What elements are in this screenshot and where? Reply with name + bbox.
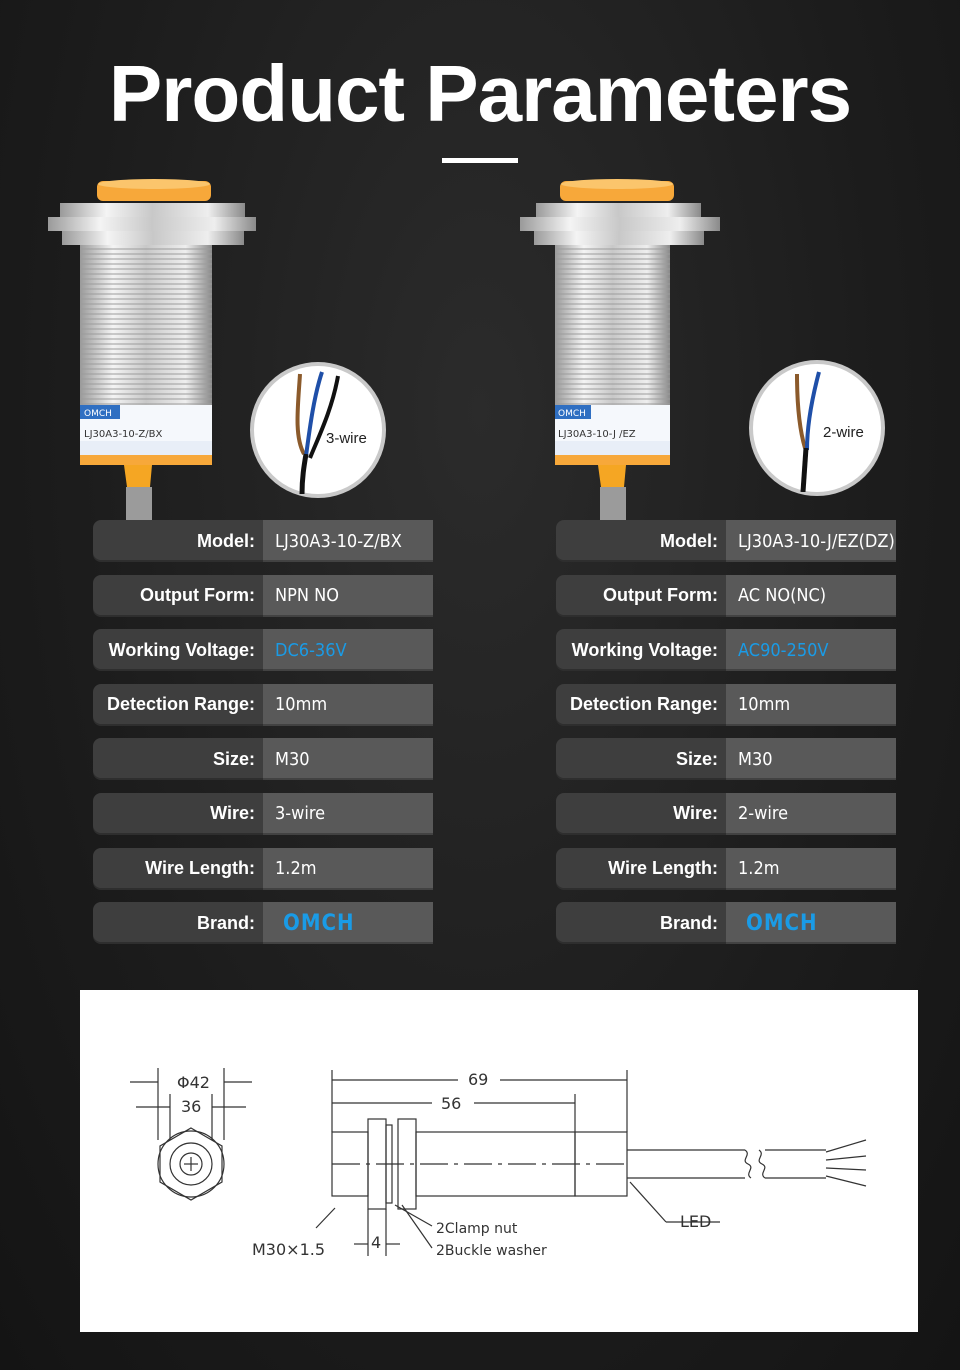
spec-key: Detection Range: [556,684,726,726]
spec-key: Wire: [93,793,263,835]
spec-row-size [556,738,896,780]
brand-logo: OMCH [263,902,433,944]
spec-row-working-voltage [556,629,896,671]
dim-inner-diameter: 36 [181,1097,202,1116]
spec-value: LJ30A3-10-J/EZ(DZ) [726,520,896,562]
dim-total-length: 69 [468,1070,489,1089]
spec-row-detection-range [556,684,896,726]
dim-thread-length: 56 [441,1094,462,1113]
spec-key: Wire Length: [556,848,726,890]
title-underline [442,158,518,163]
spec-value: DC6-36V [263,629,433,671]
spec-row-output-form [556,575,896,617]
part-clamp-nut: 2Clamp nut [436,1221,518,1237]
spec-key: Detection Range: [93,684,263,726]
spec-row-wire-length [556,848,896,890]
spec-row-wire-length [93,848,433,890]
spec-row-working-voltage [93,629,433,671]
spec-value: 1.2m [263,848,433,890]
spec-key: Brand: [93,902,263,944]
dim-outer-diameter: Φ42 [177,1073,210,1092]
svg-text:LJ30A3-10-Z/BX: LJ30A3-10-Z/BX [84,429,163,440]
spec-row-wire [556,793,896,835]
spec-value: M30 [726,738,896,780]
spec-row-brand [556,902,896,944]
part-led: LED [680,1212,712,1231]
spec-key: Output Form: [556,575,726,617]
page-title: Product Parameters [108,49,852,138]
part-buckle-washer: 2Buckle washer [436,1243,547,1259]
spec-key: Working Voltage: [93,629,263,671]
spec-row-detection-range [93,684,433,726]
spec-value: AC90-250V [726,629,896,671]
spec-row-output-form [93,575,433,617]
spec-row-model [93,520,433,562]
spec-key: Size: [556,738,726,780]
spec-key: Working Voltage: [556,629,726,671]
spec-row-size [93,738,433,780]
spec-key: Output Form: [93,575,263,617]
spec-row-model [556,520,896,562]
wire-callout-2-wire [749,360,885,496]
spec-value: 2-wire [726,793,896,835]
wire-callout-label: 3-wire [326,430,367,447]
spec-key: Brand: [556,902,726,944]
spec-table-2-wire [556,520,896,957]
wire-callout-label: 2-wire [823,424,864,441]
svg-text:OMCH: OMCH [558,409,586,419]
svg-text:OMCH: OMCH [84,409,112,419]
spec-value: 3-wire [263,793,433,835]
spec-value: 10mm [263,684,433,726]
spec-key: Model: [556,520,726,562]
spec-table-3-wire [93,520,433,957]
brand-logo: OMCH [726,902,896,944]
wire-callout-3-wire [250,362,386,498]
spec-value: AC NO(NC) [726,575,896,617]
svg-text:LJ30A3-10-J /EZ: LJ30A3-10-J /EZ [558,429,636,440]
dimension-drawing [80,990,918,1332]
spec-value: LJ30A3-10-Z/BX [263,520,433,562]
spec-row-wire [93,793,433,835]
spec-key: Model: [93,520,263,562]
spec-value: M30 [263,738,433,780]
spec-key: Size: [93,738,263,780]
spec-value: NPN NO [263,575,433,617]
spec-key: Wire: [556,793,726,835]
spec-value: 1.2m [726,848,896,890]
spec-key: Wire Length: [93,848,263,890]
dim-nut-thickness: 4 [371,1233,382,1252]
spec-value: 10mm [726,684,896,726]
spec-row-brand [93,902,433,944]
dim-thread-spec: M30×1.5 [252,1240,326,1259]
